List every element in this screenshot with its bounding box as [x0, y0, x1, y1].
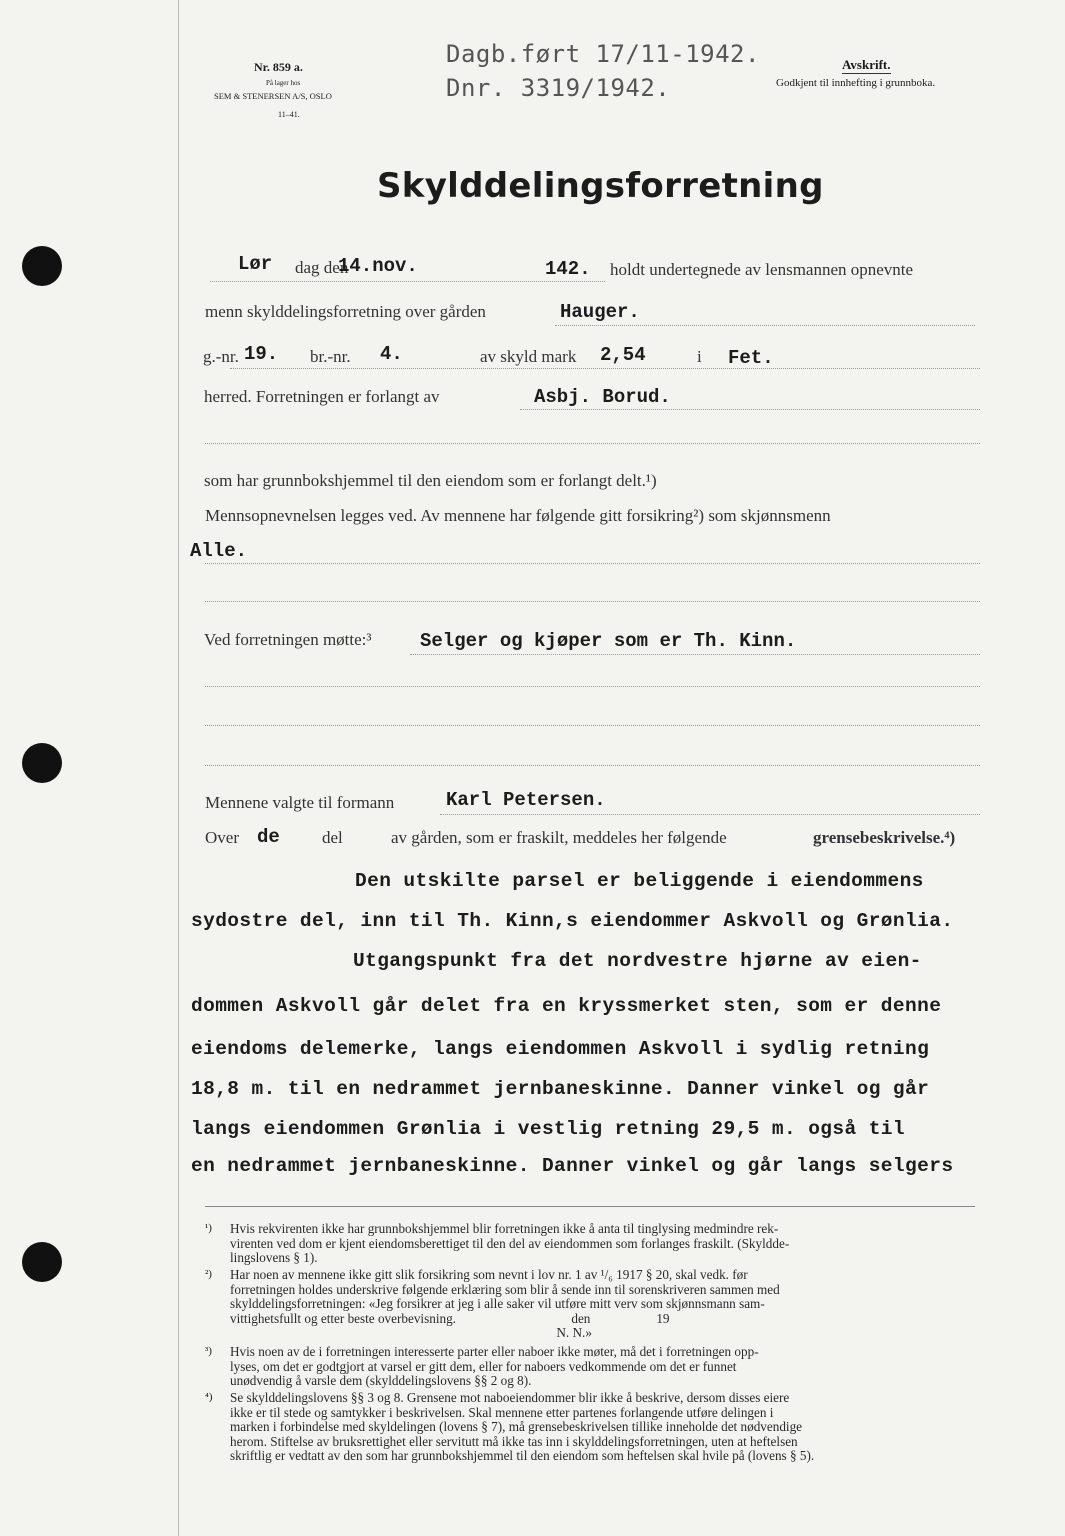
rule-blank-1 [205, 443, 980, 444]
rule-blank-5 [205, 765, 980, 766]
punch-hole-bottom [22, 1242, 62, 1282]
dag-den-label: dag den [295, 258, 349, 277]
description-line-1: Den utskilte parsel er beliggende i eiendommens [355, 870, 924, 892]
footnote-2-line-2: forretningen holdes underskrive følgende erklæring som blir å sende inn til sorenskriveren sammen med [230, 1281, 780, 1297]
footnote-3-line-1: Hvis noen av de i forretningen interesserte parter eller naboer ikke møter, må det i forretningen opp- [230, 1344, 759, 1359]
attended-label: Ved forretningen møtte:³ [204, 630, 372, 649]
skyld-label: av skyld mark [480, 347, 577, 366]
description-line-7: langs eiendommen Grønlia i vestlig retning 29,5 m. også til [191, 1118, 906, 1140]
i-label: i [697, 347, 702, 366]
held-text: holdt undertegnede av lensmannen opnevnte [610, 260, 914, 279]
description-line-6: 18,8 m. til en nedrammet jernbaneskinne. Danner vinkel og går [191, 1078, 930, 1100]
footnote-4-line-3: marken i forbindelse med skyldelingen (lovens § 7), må grensebeskrivelsen tillike inneholde det nødvendige [230, 1419, 803, 1434]
dagbok-stamp: Dagb.ført 17/11-1942. [446, 40, 760, 68]
gnr-label: g.-nr. [203, 347, 239, 366]
skyld-value: 2,54 [600, 344, 646, 366]
footnote-4-line-4: herom. Stiftelse av bruksrettighet eller servitutt må ikke tas inn i skylddelingsforretningen, uten at heftelsen [230, 1433, 798, 1449]
footnote-2-line-5: N. N.» [230, 1325, 592, 1340]
footnote-4-line-1: Se skylddelingslovens §§ 3 og 8. Grensene mot naboeiendommer blir ikke å beskrive, dersom disses eiere [230, 1390, 790, 1405]
dnr-stamp: Dnr. 3319/1942. [446, 74, 671, 102]
footnote-3-number: ³) [205, 1345, 212, 1357]
del-label: del [322, 828, 343, 847]
rule-attended [410, 654, 980, 655]
chairman-label: Mennene valgte til formann [205, 793, 395, 812]
herred-text: herred. Forretningen er forlangt av [204, 387, 440, 406]
rule-blank-3 [205, 686, 980, 687]
form-number: Nr. 859 a. [254, 60, 303, 74]
date-value: 14.nov. [338, 255, 418, 277]
footnote-1-line-3: lingslovens § 1). [230, 1250, 318, 1265]
document-title: Skylddelingsforretning [377, 166, 824, 206]
boundary-intro: av gården, som er fraskilt, meddeles her følgende [391, 828, 727, 847]
footnote-2 [205, 1268, 985, 1341]
footnote-4-line-5: skriftlig er vedtatt av den som har grunnbokshjemmel til den eiendom som heftelsen skal hvile på (lovens § 5). [230, 1448, 815, 1463]
publisher-line-3: 11–41. [278, 110, 300, 119]
rule-insured [205, 563, 980, 564]
rule-gnr [230, 368, 980, 369]
farm-value: Hauger. [560, 301, 640, 323]
description-line-3: Utgangspunkt fra det nordvestre hjørne av eien- [353, 950, 922, 972]
description-line-4: dommen Askvoll går delet fra en kryssmerket sten, som er denne [191, 995, 942, 1017]
footnote-4-line-2: ikke er til stede og samtykker i beskrivelsen. Skal mennene etter partenes forlangende utføre delingen i [230, 1404, 774, 1420]
rule-farm [555, 325, 975, 326]
rule-blank-4 [205, 725, 980, 726]
footnote-2-number: ²) [205, 1268, 212, 1280]
rule-requester [520, 409, 980, 410]
men-text: menn skylddelingsforretning over gården [205, 302, 486, 321]
description-line-8: en nedrammet jernbaneskinne. Danner vinkel og går langs selgers [191, 1155, 954, 1177]
mennsopnevnelse-text: Mennsopnevnelsen legges ved. Av mennene har følgende gitt forsikring²) som skjønnsmenn [205, 506, 831, 525]
footnote-1 [205, 1222, 985, 1266]
gnr-value: 19. [244, 343, 279, 365]
footnote-3-line-3: unødvendig å varsle dem (skylddelingslovens §§ 2 og 8). [230, 1373, 532, 1388]
copy-label: Avskrift. [842, 57, 891, 72]
description-line-5: eiendoms delemerke, langs eiendommen Askvoll i sydlig retning [191, 1038, 930, 1060]
footnote-4 [205, 1391, 985, 1464]
footnote-1-line-1: Hvis rekvirenten ikke har grunnbokshjemmel blir forretningen ikke å anta til tinglysing medmindre rek- [230, 1221, 779, 1236]
footnote-1-line-2: virenten ved dom er kjent eiendomsberettiget til den del av eiendommen som forlanges fraskilt. (Skyldde- [230, 1235, 790, 1251]
rule-chairman [440, 814, 980, 815]
footnote-1-number: ¹) [205, 1222, 212, 1234]
weekday-value: Lør [238, 253, 273, 275]
footnote-separator [205, 1206, 975, 1207]
footnote-3 [205, 1345, 985, 1389]
publisher-line-2: SEM & STENERSEN A/S, OSLO [214, 91, 332, 101]
attended-value: Selger og kjøper som er Th. Kinn. [420, 630, 797, 652]
boundary-bold: grensebeskrivelse.⁴) [813, 828, 956, 847]
description-line-2: sydostre del, inn til Th. Kinn,s eiendommer Askvoll og Grønlia. [191, 910, 954, 932]
hjemmel-text: som har grunnbokshjemmel til den eiendom som er forlangt delt.¹) [204, 471, 657, 490]
brnr-label: br.-nr. [310, 347, 351, 366]
punch-hole-top [22, 246, 62, 286]
publisher-line-1: På lager hos [266, 79, 301, 87]
margin-line [178, 0, 179, 1536]
brnr-value: 4. [380, 343, 403, 365]
footnote-2-line-4: vittighetsfullt og etter beste overbevisning. den 19 [230, 1310, 670, 1326]
over-label: Over [205, 828, 239, 847]
footnote-2-line-1: Har noen av mennene ikke gitt slik forsikring som nevnt i lov nr. 1 av ¹/₆ 1917 § 20, skal vedk. før [230, 1267, 748, 1282]
footnote-4-number: ⁴) [205, 1391, 213, 1403]
insured-value: Alle. [190, 540, 248, 562]
over-fill: de [257, 826, 280, 848]
chairman-value: Karl Petersen. [446, 789, 606, 811]
footnote-3-line-2: lyses, om det er godtgjort at varsel er gitt dem, eller for naboers vedkommende om det er funnet [230, 1358, 737, 1374]
rule-date [210, 281, 605, 282]
year-value: 142. [545, 258, 591, 280]
approval-text: Godkjent til innhefting i grunnboka. [776, 77, 936, 89]
municipality-value: Fet. [728, 347, 774, 369]
punch-hole-middle [22, 743, 62, 783]
requester-value: Asbj. Borud. [534, 386, 671, 408]
rule-blank-2 [205, 601, 980, 602]
footnote-2-line-3: skylddelingsforretningen: «Jeg forsikrer at jeg i alle saker vil utføre mitt verv som skjønnsmann sam- [230, 1296, 765, 1311]
